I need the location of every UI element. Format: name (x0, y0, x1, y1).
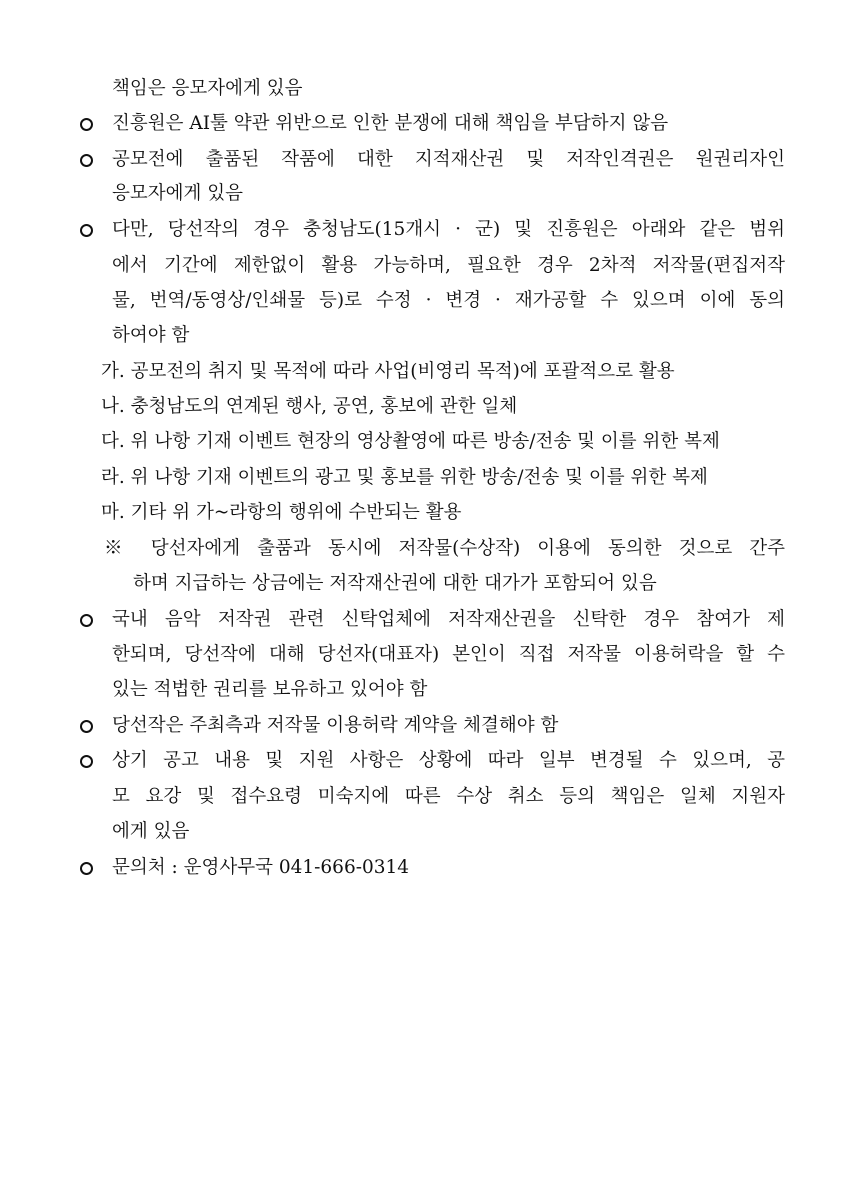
circle-bullet-icon (80, 154, 93, 167)
paragraph-line: 에서 기간에 제한없이 활용 가능하며, 필요한 경우 2차적 저작물(편집저작 (112, 255, 785, 276)
paragraph-line: 상기 공고 내용 및 지원 사항은 상황에 따라 일부 변경될 수 있으며, 공 (112, 750, 785, 771)
paragraph-line: 에게 있음 (112, 821, 190, 842)
circle-bullet-icon (80, 118, 93, 131)
circle-bullet-icon (80, 614, 93, 627)
paragraph-line: 책임은 응모자에게 있음 (112, 78, 303, 99)
contact-line: 문의처 : 운영사무국 041-666-0314 (112, 857, 410, 878)
paragraph-line: 국내 음악 저작권 관련 신탁업체에 저작재산권을 신탁한 경우 참여가 제 (112, 609, 785, 630)
circle-bullet-icon (80, 755, 93, 768)
paragraph-line: 물, 번역/동영상/인쇄물 등)로 수정 · 변경 · 재가공할 수 있으며 이에 동의 (112, 290, 785, 311)
paragraph-line: 한되며, 당선작에 대해 당선자(대표자) 본인이 직접 저작물 이용허락을 할 수 (112, 644, 785, 665)
sub-item-line: 나. 충청남도의 연계된 행사, 공연, 홍보에 관한 일체 (101, 396, 518, 417)
paragraph-line: 진흥원은 AI툴 약관 위반으로 인한 분쟁에 대해 책임을 부담하지 않음 (112, 113, 669, 134)
paragraph-line: 당선작은 주최측과 저작물 이용허락 계약을 체결해야 함 (112, 715, 559, 736)
sub-item-line: 라. 위 나항 기재 이벤트의 광고 및 홍보를 위한 방송/전송 및 이를 위한 복제 (101, 467, 708, 488)
paragraph-line: 있는 적법한 권리를 보유하고 있어야 함 (112, 679, 428, 700)
note-line: 하며 지급하는 상금에는 저작재산권에 대한 대가가 포함되어 있음 (133, 573, 657, 594)
paragraph-line: 다만, 당선작의 경우 충청남도(15개시 · 군) 및 진흥원은 아래와 같은 범위 (112, 219, 785, 240)
paragraph-line: 응모자에게 있음 (112, 183, 243, 204)
circle-bullet-icon (80, 224, 93, 237)
sub-item-line: 마. 기타 위 가~라항의 행위에 수반되는 활용 (101, 502, 462, 523)
paragraph-line: 모 요강 및 접수요령 미숙지에 따른 수상 취소 등의 책임은 일체 지원자 (112, 786, 785, 807)
note-line: ※ 당선자에게 출품과 동시에 저작물(수상작) 이용에 동의한 것으로 간주 (104, 538, 785, 559)
circle-bullet-icon (80, 720, 93, 733)
circle-bullet-icon (80, 862, 93, 875)
sub-item-line: 다. 위 나항 기재 이벤트 현장의 영상촬영에 따른 방송/전송 및 이를 위한 복제 (101, 431, 720, 452)
sub-item-line: 가. 공모전의 취지 및 목적에 따라 사업(비영리 목적)에 포괄적으로 활용 (101, 361, 675, 382)
paragraph-line: 공모전에 출품된 작품에 대한 지적재산권 및 저작인격권은 원권리자인 (112, 149, 785, 170)
paragraph-line: 하여야 함 (112, 325, 190, 346)
